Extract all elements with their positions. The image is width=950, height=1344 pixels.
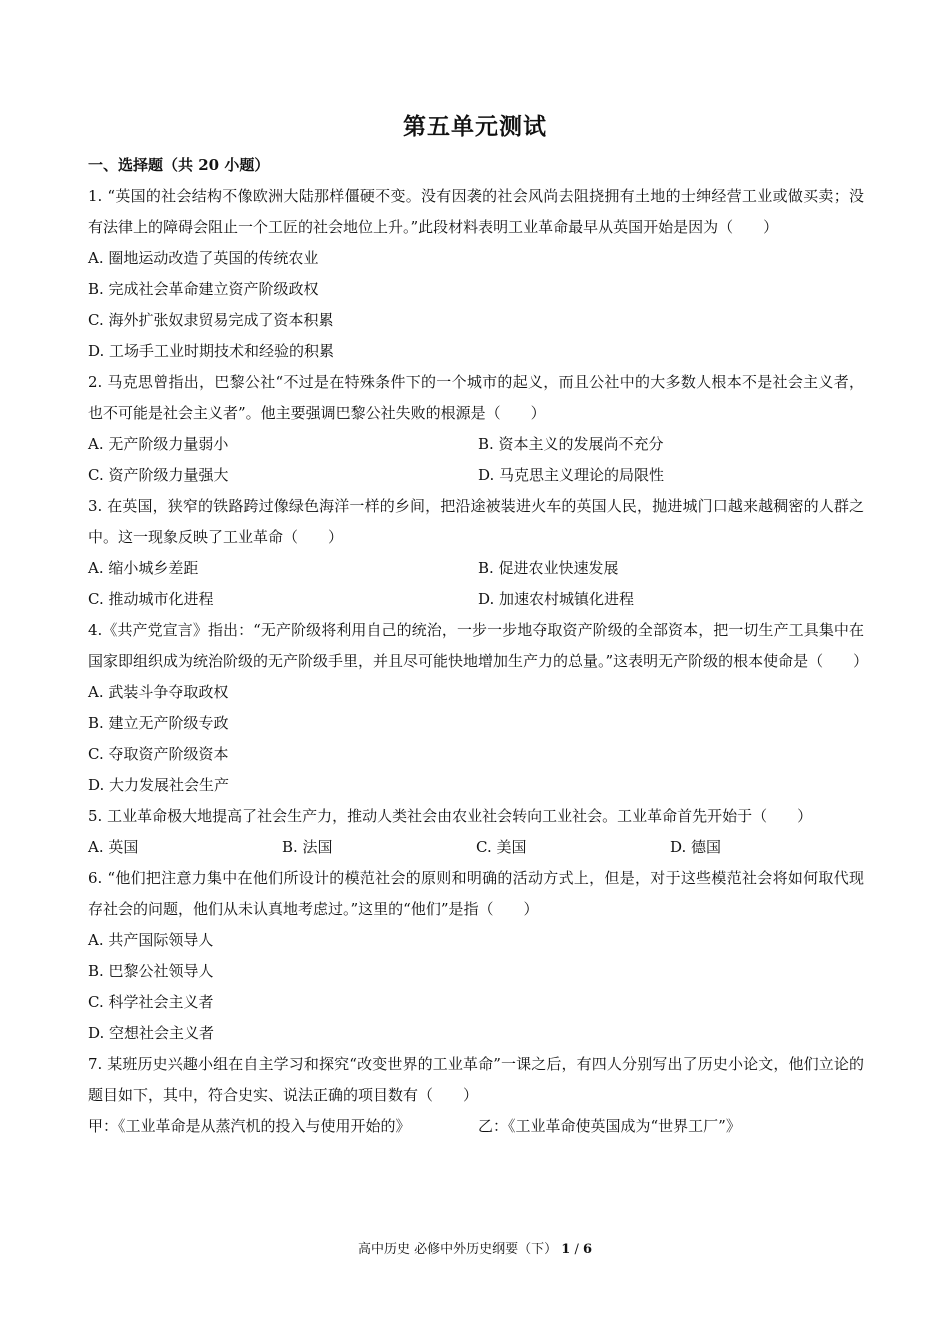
question-7-item-yi: 乙：《工业革命使英国成为“世界工厂”》 [478,1117,741,1135]
question-4-option-c [88,739,864,770]
question-3-option-d: D. 加速农村城镇化进程 [478,590,635,608]
question-6-option-d [88,1018,864,1049]
option-text: B. 巴黎公社领导人 [88,962,214,980]
option-text: C. 夺取资产阶级资本 [88,745,229,763]
question-5-option-a: A. 英国 [88,838,139,856]
question-5-stem: 5. 工业革命极大地提高了社会生产力，推动人类社会由农业社会转向工业社会。工业革命首先开始于（ ） [88,807,813,825]
footer-text: 高中历史 必修中外历史纲要（下） [357,1242,558,1257]
question-3-option-b: B. 促进农业快速发展 [478,559,619,577]
option-text: D. 工场手工业时期技术和经验的积累 [88,342,335,360]
question-7-item-jia: 甲：《工业革命是从蒸汽机的投入与使用开始的》 [88,1117,411,1135]
option-text: D. 大力发展社会生产 [88,776,230,794]
question-6-option-c [88,987,864,1018]
option-text: D. 空想社会主义者 [88,1024,215,1042]
question-3-options-row-1 [88,553,864,584]
question-6-option-a [88,925,864,956]
option-text: C. 科学社会主义者 [88,993,214,1011]
question-2-option-b: B. 资本主义的发展尚不充分 [478,435,664,453]
question-4-option-b [88,708,864,739]
page-title: 第五单元测试 [403,113,547,140]
option-text: A. 圈地运动改造了英国的传统农业 [88,249,319,267]
question-4-stem: 4.《共产党宣言》指出：“无产阶级将利用自己的统治，一步一步地夺取资产阶级的全部资本，把一切生产工具集中在国家即组织成为统治阶级的无产阶级手里，并且尽可能快地增加生产力的总量。”这表明无产阶级的根本使命是（ ） [88,621,869,670]
question-3-stem: 3. 在英国，狭窄的铁路跨过像绿色海洋一样的乡间，把沿途被装进火车的英国人民，抛进城门口越来越稠密的人群之中。这一现象反映了工业革命（ ） [88,497,864,546]
question-2-option-d: D. 马克思主义理论的局限性 [478,466,665,484]
option-text: B. 完成社会革命建立资产阶级政权 [88,280,319,298]
question-list [88,150,869,1142]
question-7-items-row [88,1111,864,1142]
question-6-option-b [88,956,864,987]
question-6-stem: 6. “他们把注意力集中在他们所设计的模范社会的原则和明确的活动方式上，但是，对于这些模范社会将如何取代现存社会的问题，他们从未认真地考虑过。”这里的“他们”是指（ ） [88,869,864,918]
option-text: A. 武装斗争夺取政权 [88,683,229,701]
question-1-option-b [88,274,864,305]
page-footer [0,1238,950,1257]
question-3-option-a: A. 缩小城乡差距 [88,559,199,577]
question-1-option-c [88,305,864,336]
option-text: A. 共产国际领导人 [88,931,214,949]
question-4-option-a [88,677,864,708]
question-2-option-a: A. 无产阶级力量弱小 [88,435,229,453]
question-2-options-row-2 [88,460,864,491]
question-1-option-d [88,336,864,367]
question-1-option-a [88,243,864,274]
option-text: C. 海外扩张奴隶贸易完成了资本积累 [88,311,334,329]
option-text: B. 建立无产阶级专政 [88,714,229,732]
question-3-options-row-2 [88,584,864,615]
footer-separator: / [574,1242,579,1257]
question-2-stem: 2. 马克思曾指出，巴黎公社“不过是在特殊条件下的一个城市的起义，而且公社中的大多数人根本不是社会主义者，也不可能是社会主义者”。他主要强调巴黎公社失败的根源是（ ） [88,373,864,422]
section-heading: 一、选择题（共 20 小题） [88,156,270,174]
question-7-stem: 7. 某班历史兴趣小组在自主学习和探究“改变世界的工业革命”一课之后，有四人分别写出了历史小论文，他们立论的题目如下，其中，符合史实、说法正确的项目数有（ ） [88,1055,864,1104]
question-1-stem: 1. “英国的社会结构不像欧洲大陆那样僵硬不变。没有因袭的社会风尚去阻挠拥有土地的士绅经营工业或做买卖；没有法律上的障碍会阻止一个工匠的社会地位上升。”此段材料表明工业革命最早从英国开始是因为（ ） [88,187,864,236]
footer-page-total: 6 [582,1242,593,1257]
question-3-option-c: C. 推动城市化进程 [88,590,214,608]
question-5-option-d: D. 德国 [670,838,722,856]
question-5-options-row [88,832,864,863]
question-4-option-d [88,770,864,801]
question-2-options-row-1 [88,429,864,460]
question-2-option-c: C. 资产阶级力量强大 [88,466,229,484]
question-5-option-b: B. 法国 [282,838,333,856]
question-5-option-c: C. 美国 [476,838,527,856]
footer-page-number: 1 [561,1242,571,1257]
